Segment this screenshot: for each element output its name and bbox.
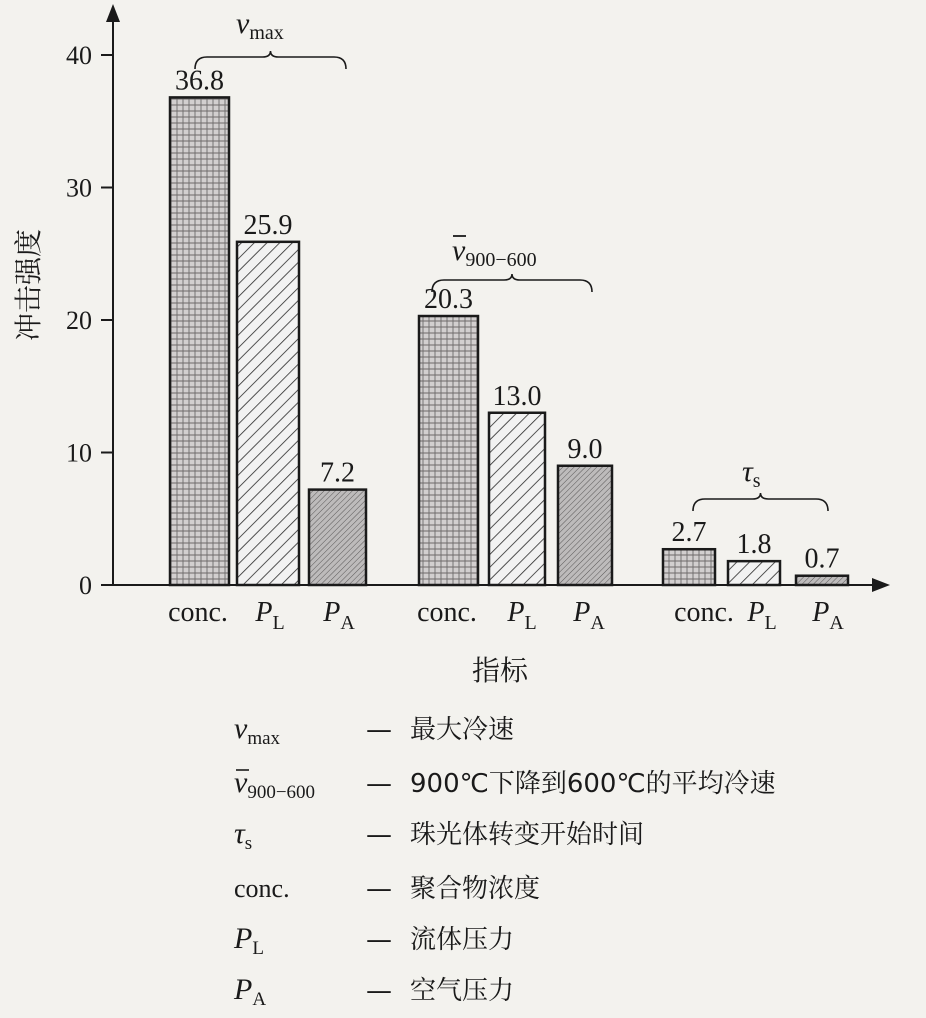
bar-1-2: [558, 466, 612, 585]
legend-symbol: $v_{900-600}$: [234, 766, 316, 803]
category-label: $P_L$: [507, 597, 537, 634]
legend-description: 空气压力: [410, 976, 515, 1006]
bar-value-label: 13.0: [492, 380, 542, 412]
legend: [233, 712, 776, 1010]
y-tick-label: 30: [66, 173, 92, 203]
category-label: $P_L$: [255, 597, 285, 634]
bar-1-1: [489, 413, 545, 585]
bar-value-label: 2.7: [671, 517, 707, 549]
bar-1-0: [419, 316, 478, 585]
legend-symbol: $P_L$: [234, 922, 264, 959]
bar-value-label: 20.3: [424, 284, 473, 316]
x-axis-arrow-icon: [872, 578, 890, 592]
y-ticks: [66, 41, 113, 600]
category-label: conc.: [417, 597, 477, 628]
bar-value-label: 7.2: [320, 457, 355, 489]
bars: [170, 97, 848, 585]
category-label: conc.: [168, 597, 228, 628]
category-label: $P_L$: [747, 597, 777, 634]
y-tick-label: 10: [66, 438, 92, 468]
bar-value-label: 9.0: [567, 433, 603, 465]
y-axis-title: 冲击强度: [12, 228, 45, 342]
bar-2-1: [728, 561, 780, 585]
legend-symbol: $v_{max}$: [234, 712, 281, 749]
bar-value-label: 36.8: [175, 65, 224, 97]
category-labels: [168, 597, 844, 634]
y-tick-label: 0: [79, 571, 92, 600]
category-label: $P_A$: [812, 597, 844, 634]
group-label: $v_{max}$: [236, 7, 284, 44]
bar-value-label: 0.7: [804, 543, 840, 575]
bar-2-2: [796, 576, 848, 585]
y-axis-arrow-icon: [106, 4, 120, 22]
legend-description: 900℃下降到600℃的平均冷速: [410, 769, 776, 799]
bar-0-0: [170, 97, 229, 585]
category-label: $P_A$: [573, 597, 605, 634]
group-label: $\tau_s$: [742, 455, 761, 492]
legend-description: 流体压力: [410, 925, 515, 955]
y-tick-label: 40: [66, 41, 92, 70]
legend-description: 聚合物浓度: [410, 874, 541, 904]
bar-0-1: [237, 242, 299, 585]
bar-2-0: [663, 549, 715, 585]
legend-dash: —: [366, 925, 392, 955]
legend-dash: —: [366, 769, 392, 799]
legend-description: 最大冷速: [410, 715, 515, 745]
group-label: $v_{900-600}$: [452, 234, 537, 271]
legend-description: 珠光体转变开始时间: [410, 820, 645, 850]
category-label: conc.: [674, 597, 734, 628]
legend-dash: —: [366, 976, 392, 1006]
legend-symbol: $P_A$: [234, 973, 267, 1010]
bar-value-label: 1.8: [736, 529, 772, 561]
x-axis-title: 指标: [471, 654, 529, 687]
legend-dash: —: [366, 715, 392, 745]
bar-value-label: 25.9: [243, 209, 293, 241]
legend-symbol: $\tau_s$: [234, 817, 253, 854]
legend-dash: —: [366, 874, 392, 904]
y-tick-label: 20: [66, 306, 92, 335]
legend-dash: —: [366, 820, 392, 850]
bar-0-2: [309, 490, 366, 585]
legend-symbol: conc.: [234, 874, 290, 903]
category-label: $P_A$: [323, 597, 355, 634]
group-brace: [693, 493, 828, 511]
